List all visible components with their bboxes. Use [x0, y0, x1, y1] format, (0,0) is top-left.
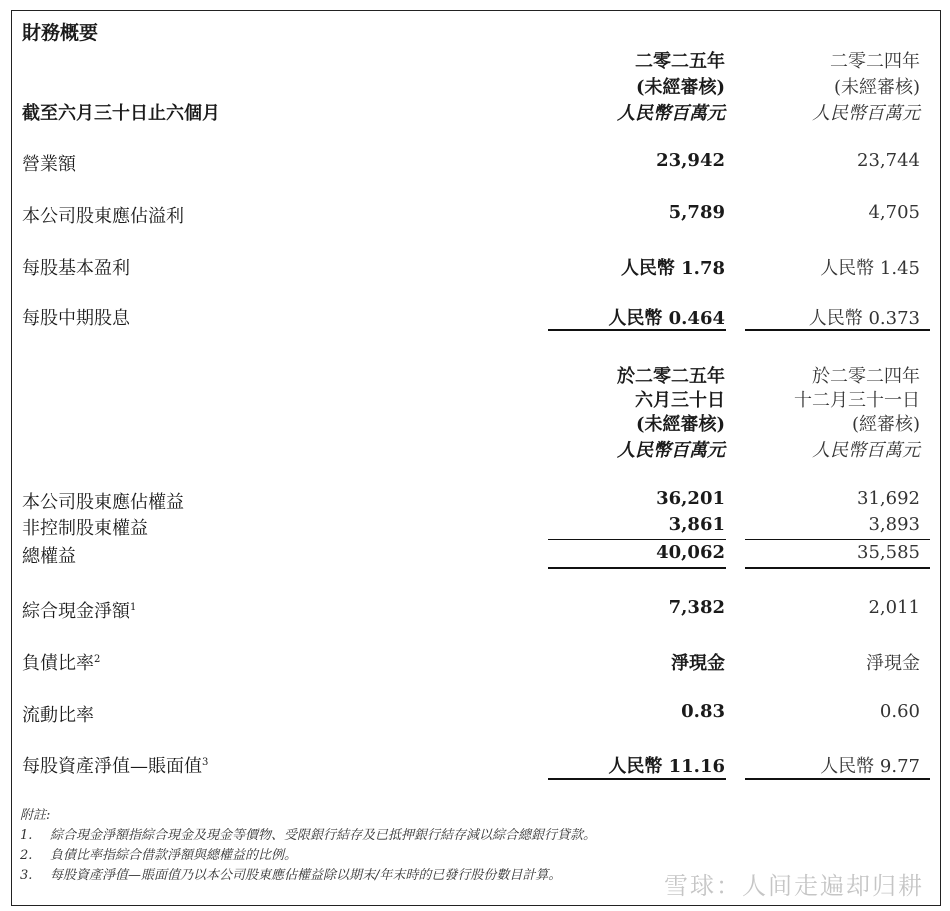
row-value-current: 5,789: [668, 202, 725, 223]
row-value-prior: 2,011: [868, 597, 920, 618]
row-label: 綜合現金淨額$^1$: [22, 601, 137, 622]
col2-subtotal-rule: [745, 539, 930, 540]
col2-unit-header: 人民幣百萬元: [812, 103, 920, 124]
row-value-prior: 人民幣 9.77: [820, 756, 920, 777]
row-value-current: 人民幣 1.78: [620, 258, 725, 279]
row-value-prior: 31,692: [857, 488, 920, 509]
row-value-current: 23,942: [656, 150, 725, 171]
row-label: 每股資產淨值—賬面值$^3$: [22, 756, 209, 777]
row-label: 總權益: [22, 546, 76, 567]
row-label: 負債比率$^2$: [22, 653, 101, 674]
col2-audit-header: (經審核): [851, 414, 920, 435]
row-label: 非控制股東權益: [22, 518, 148, 539]
row-label: 流動比率: [22, 705, 94, 726]
col2-unit-header: 人民幣百萬元: [812, 440, 920, 461]
row-value-current: 7,382: [668, 597, 725, 618]
col2-final-rule: [745, 778, 930, 780]
row-label: 營業額: [22, 154, 76, 175]
col1-date-header-2: 六月三十日: [635, 390, 725, 411]
row-value-current: 人民幣 0.464: [608, 308, 725, 329]
footnote-item: 3. 每股資產淨值—賬面值乃以本公司股東應佔權益除以期末/年末時的已發行股份數目計算。: [20, 868, 562, 883]
col2-date-header: 於二零二四年: [812, 366, 920, 387]
row-value-prior: 35,585: [857, 542, 920, 563]
col1-final-rule: [548, 778, 726, 780]
row-label: 本公司股東應佔溢利: [22, 206, 184, 227]
col1-audit-header: (未經審核): [635, 414, 725, 435]
row-label: 本公司股東應佔權益: [22, 492, 184, 513]
col1-total-rule: [548, 567, 726, 569]
col1-rule: [548, 329, 726, 331]
footnote-item: 1. 綜合現金淨額指綜合現金及現金等價物、受限銀行結存及已抵押銀行結存減以綜合總銀行貸款。: [20, 828, 597, 843]
row-value-current: 人民幣 11.16: [608, 756, 725, 777]
page-title: 財務概要: [22, 22, 99, 44]
row-value-current: 0.83: [681, 701, 725, 722]
col1-audit-header: (未經審核): [635, 77, 725, 98]
col2-year-header: 二零二四年: [830, 51, 920, 72]
row-label: 每股基本盈利: [22, 258, 130, 279]
footnote-ref: 2: [94, 654, 101, 665]
col1-year-header: 二零二五年: [635, 51, 725, 72]
row-value-prior: 3,893: [868, 514, 920, 535]
col1-unit-header: 人民幣百萬元: [617, 103, 725, 124]
footnote-ref: 1: [130, 602, 137, 613]
col2-total-rule: [745, 567, 930, 569]
footnote-ref: 3: [202, 757, 209, 768]
col1-unit-header: 人民幣百萬元: [617, 440, 725, 461]
col2-date-header-2: 十二月三十一日: [794, 390, 920, 411]
row-value-current: 40,062: [656, 542, 725, 563]
row-value-current: 3,861: [668, 514, 725, 535]
footnote-item: 2. 負債比率指綜合借款淨額與總權益的比例。: [20, 848, 298, 863]
row-label: 每股中期股息: [22, 308, 130, 329]
row-value-prior: 4,705: [868, 202, 920, 223]
row-value-prior: 淨現金: [866, 653, 920, 674]
row-value-prior: 人民幣 1.45: [820, 258, 920, 279]
watermark: 雪球：人间走遍却归耕: [664, 872, 924, 900]
col2-audit-header: (未經審核): [833, 77, 920, 98]
row-value-prior: 人民幣 0.373: [808, 308, 920, 329]
col1-subtotal-rule: [548, 539, 726, 540]
col1-date-header: 於二零二五年: [617, 366, 725, 387]
notes-heading: 附註:: [20, 808, 51, 823]
col2-rule: [745, 329, 930, 331]
row-value-current: 淨現金: [671, 653, 725, 674]
row-value-prior: 0.60: [879, 701, 920, 722]
row-value-prior: 23,744: [857, 150, 920, 171]
period-label: 截至六月三十日止六個月: [22, 103, 220, 124]
row-value-current: 36,201: [656, 488, 725, 509]
